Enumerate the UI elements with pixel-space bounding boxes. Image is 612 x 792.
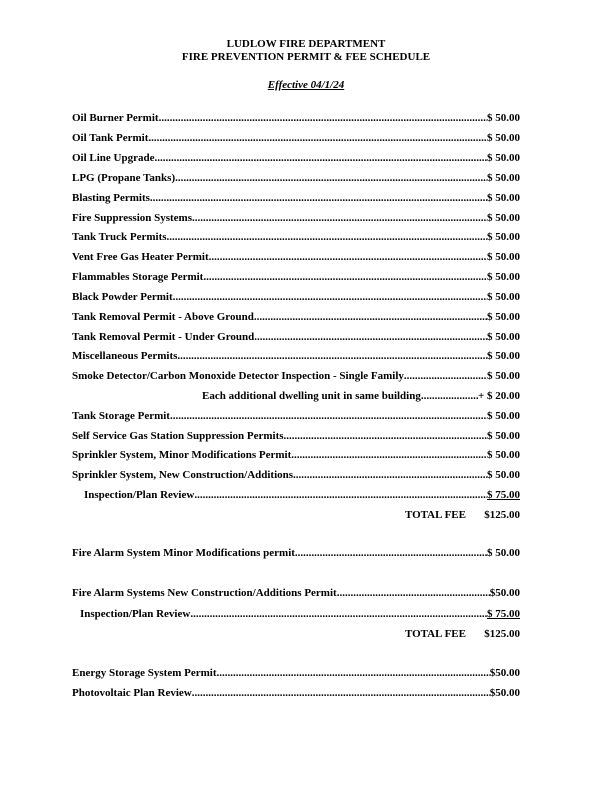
dot-leader — [177, 349, 487, 363]
fee-row-fire-alarm-minor — [72, 546, 520, 560]
fee-row-tank-removal-above — [72, 310, 520, 324]
dot-leader — [170, 409, 487, 423]
fee-amount: $ 50.00 — [487, 350, 520, 362]
fee-amount: $ 75.00 — [487, 489, 520, 501]
fee-label: Energy Storage System Permit — [72, 667, 217, 679]
fee-amount: $ 50.00 — [487, 469, 520, 481]
fee-amount: $ 50.00 — [487, 212, 520, 224]
fee-label: Tank Truck Permits — [72, 231, 167, 243]
dot-leader — [254, 330, 487, 344]
fee-amount: $ 50.00 — [487, 271, 520, 283]
total-fee-label: TOTAL FEE — [404, 509, 466, 521]
dot-leader — [192, 211, 487, 225]
fee-label: Oil Line Upgrade — [72, 152, 155, 164]
fee-row-tank-truck — [72, 230, 520, 244]
fee-row-flammables-storage — [72, 270, 520, 284]
fee-row-tank-removal-under — [72, 330, 520, 344]
fee-row-lpg — [72, 171, 520, 185]
fee-row-fire-alarm-new — [72, 586, 520, 600]
fire-alarm-total-fee — [72, 627, 520, 641]
fee-label: Photovoltaic Plan Review — [72, 687, 192, 699]
dot-leader — [173, 290, 487, 304]
fee-label: Tank Storage Permit — [72, 410, 170, 422]
fee-label: Oil Tank Permit — [72, 132, 149, 144]
fee-row-gas-station-suppression — [72, 429, 520, 443]
fee-label: Smoke Detector/Carbon Monoxide Detector Inspection - Single Family — [72, 370, 404, 382]
fee-label: Fire Suppression Systems — [72, 212, 193, 224]
fee-amount: $ 50.00 — [487, 331, 520, 343]
fee-label: Black Powder Permit — [72, 291, 173, 303]
fee-label: Oil Burner Permit — [72, 112, 159, 124]
fee-label: Blasting Permits — [72, 192, 150, 204]
fee-amount: + $ 20.00 — [477, 390, 520, 402]
dot-leader — [291, 448, 487, 462]
fee-amount: $ 50.00 — [487, 112, 520, 124]
fee-amount: $ 50.00 — [487, 547, 520, 559]
fee-amount: $ 50.00 — [487, 410, 520, 422]
fee-label: Vent Free Gas Heater Permit — [72, 251, 209, 263]
dot-leader — [404, 369, 487, 383]
fee-label: Inspection/Plan Review — [80, 608, 191, 620]
dot-leader — [217, 666, 490, 680]
fee-row-blasting — [72, 191, 520, 205]
fee-row-energy-storage — [72, 666, 520, 680]
dot-leader — [150, 191, 487, 205]
dot-leader — [192, 686, 490, 700]
fee-label: Tank Removal Permit - Under Ground — [72, 331, 255, 343]
total-fee-label: TOTAL FEE — [404, 628, 466, 640]
dot-leader — [194, 488, 487, 502]
fee-label: Sprinkler System, New Construction/Additions — [72, 469, 294, 481]
dot-leader — [175, 171, 487, 185]
fee-row-black-powder — [72, 290, 520, 304]
sprinkler-total-fee — [72, 508, 520, 522]
dot-leader — [167, 230, 487, 244]
fee-amount: $ 50.00 — [487, 152, 520, 164]
schedule-title: FIRE PREVENTION PERMIT & FEE SCHEDULE — [181, 51, 431, 63]
fee-amount: $ 50.00 — [487, 251, 520, 263]
fee-row-fire-alarm-plan-review — [80, 607, 520, 621]
dot-leader — [284, 429, 487, 443]
dot-leader — [155, 151, 487, 165]
fee-label: LPG (Propane Tanks) — [72, 172, 176, 184]
dot-leader — [295, 546, 487, 560]
fee-row-oil-tank — [72, 131, 520, 145]
fee-amount: $50.00 — [489, 587, 520, 599]
fee-label: Fire Alarm Systems New Construction/Additions Permit — [72, 587, 337, 599]
dot-leader — [209, 250, 487, 264]
dot-leader — [190, 607, 487, 621]
fee-amount: $ 50.00 — [487, 172, 520, 184]
fee-row-additional-dwelling-unit — [202, 389, 520, 403]
fee-amount: $ 50.00 — [487, 291, 520, 303]
dot-leader — [254, 310, 487, 324]
fee-row-sprinkler-new — [72, 468, 520, 482]
fee-row-vent-free-heater — [72, 250, 520, 264]
fee-amount: $ 50.00 — [487, 132, 520, 144]
fee-row-smoke-co-inspection — [72, 369, 520, 383]
fee-row-sprinkler-plan-review — [84, 488, 520, 502]
fee-row-miscellaneous — [72, 349, 520, 363]
fee-label: Inspection/Plan Review — [84, 489, 195, 501]
fee-label: Each additional dwelling unit in same building — [202, 390, 421, 402]
fee-amount: $ 50.00 — [487, 430, 520, 442]
fee-amount: $ 75.00 — [487, 608, 520, 620]
fee-row-fire-suppression — [72, 211, 520, 225]
effective-date: Effective 04/1/24 — [267, 79, 345, 91]
fee-row-oil-burner — [72, 111, 520, 125]
fee-row-photovoltaic — [72, 686, 520, 700]
dot-leader — [148, 131, 487, 145]
fee-label: Miscellaneous Permits — [72, 350, 178, 362]
fee-label: Sprinkler System, Minor Modifications Permit — [72, 449, 292, 461]
fee-label: Flammables Storage Permit — [72, 271, 204, 283]
fee-row-oil-line — [72, 151, 520, 165]
department-name: LUDLOW FIRE DEPARTMENT — [226, 38, 386, 50]
fee-amount: $50.00 — [489, 667, 520, 679]
dot-leader — [203, 270, 487, 284]
fee-label: Fire Alarm System Minor Modifications permit — [72, 547, 295, 559]
fee-amount: $ 50.00 — [487, 231, 520, 243]
dot-leader — [159, 111, 487, 125]
dot-leader — [293, 468, 487, 482]
fee-row-sprinkler-minor — [72, 448, 520, 462]
fee-label: Tank Removal Permit - Above Ground — [72, 311, 254, 323]
fee-row-tank-storage — [72, 409, 520, 423]
dot-leader — [421, 389, 478, 403]
fee-amount: $ 50.00 — [487, 311, 520, 323]
fee-amount: $ 50.00 — [487, 449, 520, 461]
dot-leader — [337, 586, 490, 600]
total-fee-amount: $125.00 — [484, 509, 520, 521]
fee-amount: $ 50.00 — [487, 192, 520, 204]
fee-amount: $ 50.00 — [487, 370, 520, 382]
fee-label: Self Service Gas Station Suppression Permits — [72, 430, 284, 442]
total-fee-amount: $125.00 — [484, 628, 520, 640]
fee-amount: $50.00 — [489, 687, 520, 699]
